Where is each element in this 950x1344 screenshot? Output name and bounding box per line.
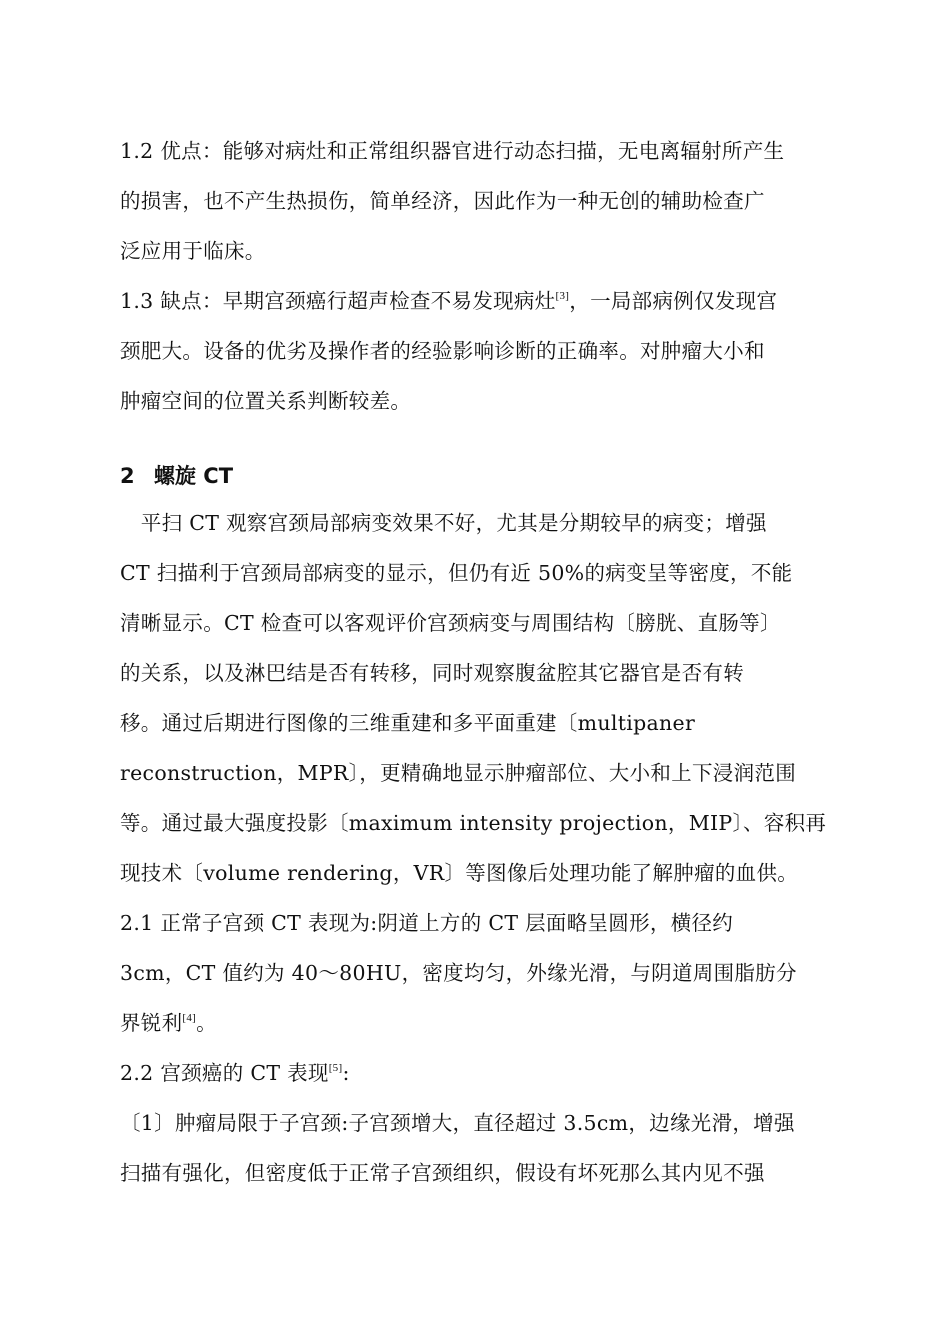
paragraph-line: 〔1〕肿瘤局限于子宫颈:子宫颈增大，直径超过 3.5cm，边缘光滑，增强 [120, 1111, 795, 1135]
paragraph-line: CT 扫描利于宫颈局部病变的显示，但仍有近 50%的病变呈等密度，不能 [120, 561, 793, 585]
paragraph-line: 界锐利[4]。 [120, 1011, 217, 1035]
section-title: 螺旋 CT [154, 464, 234, 488]
paragraph-line: 现技术〔volume rendering，VR〕等图像后处理功能了解肿瘤的血供。 [120, 861, 799, 885]
paragraph-line: 2.2 宫颈癌的 CT 表现[5]: [120, 1061, 350, 1085]
paragraph-line: 肿瘤空间的位置关系判断较差。 [120, 389, 412, 413]
paragraph-line: 1.3 缺点：早期宫颈癌行超声检查不易发现病灶[3]，一局部病例仅发现宫 [120, 289, 778, 313]
paragraph-line: 1.2 优点：能够对病灶和正常组织器官进行动态扫描，无电离辐射所产生 [120, 139, 785, 163]
paragraph-line: 平扫 CT 观察宫颈局部病变效果不好，尤其是分期较早的病变；增强 [120, 511, 767, 535]
paragraph-line: 2.1 正常子宫颈 CT 表现为:阴道上方的 CT 层面略呈圆形，横径约 [120, 911, 734, 935]
citation-ref: [5] [328, 1062, 343, 1074]
citation-ref: [4] [182, 1012, 197, 1024]
paragraph-line: reconstruction，MPR〕，更精确地显示肿瘤部位、大小和上下浸润范围 [120, 761, 797, 785]
paragraph-line: 的损害，也不产生热损伤，简单经济，因此作为一种无创的辅助检查广 [120, 189, 765, 213]
paragraph-line: 等。通过最大强度投影〔maximum intensity projection，MIP〕、容积再 [120, 811, 827, 835]
section-heading [120, 461, 233, 491]
citation-ref: [3] [555, 290, 570, 302]
paragraph-line: 3cm，CT 值约为 40～80HU，密度均匀，外缘光滑，与阴道周围脂肪分 [120, 961, 797, 985]
paragraph-line: 的关系，以及淋巴结是否有转移，同时观察腹盆腔其它器官是否有转 [120, 661, 744, 685]
paragraph-line: 扫描有强化，但密度低于正常子宫颈组织，假设有坏死那么其内见不强 [120, 1161, 765, 1185]
paragraph-line: 颈肥大。设备的优劣及操作者的经验影响诊断的正确率。对肿瘤大小和 [120, 339, 765, 363]
section-number: 2 [120, 464, 135, 488]
paragraph-line: 清晰显示。CT 检查可以客观评价宫颈病变与周围结构〔膀胱、直肠等〕 [120, 611, 781, 635]
paragraph-line: 移。通过后期进行图像的三维重建和多平面重建〔multipaner [120, 711, 696, 735]
paragraph-line: 泛应用于临床。 [120, 239, 266, 263]
